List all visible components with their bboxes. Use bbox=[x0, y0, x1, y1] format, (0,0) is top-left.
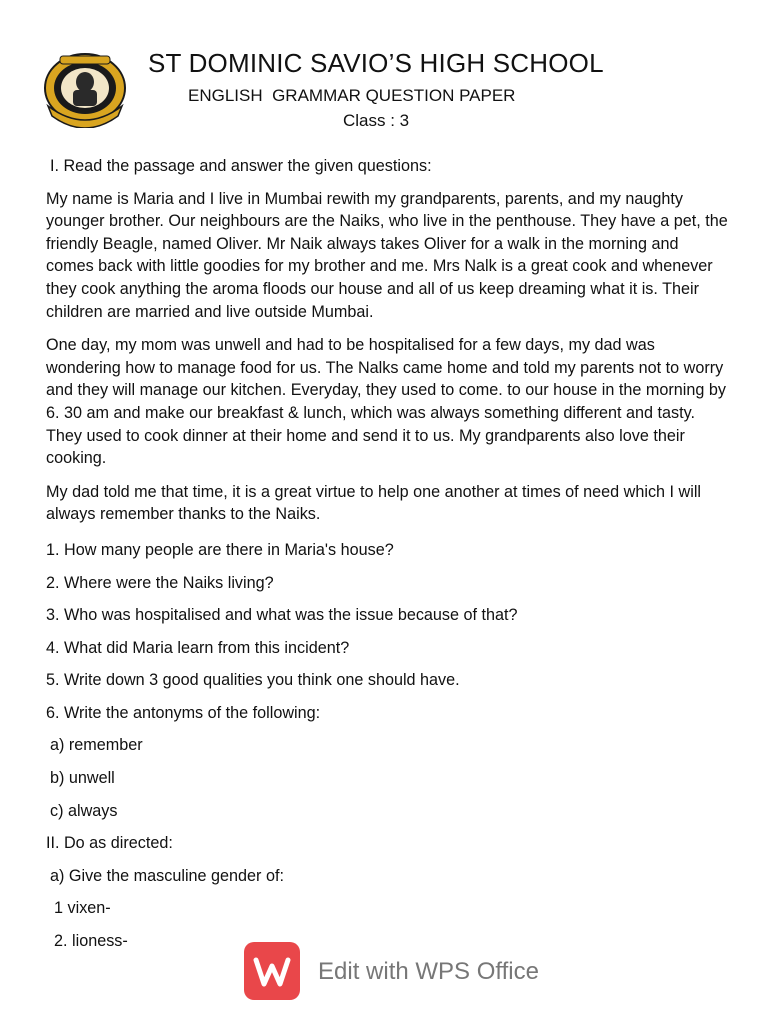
antonym-item: b) unwell bbox=[50, 769, 115, 788]
passage-paragraph: One day, my mom was unwell and had to be hospitalised for a few days, my dad was wondering how to manage food for us. The Nalks came home and told my parents not to worry and they will manage our kitchen. Everyday, they used to come. to our house in the morning by 6. 30 am and make our breakfast & lunch, which was always something different and tasty. They used to cook dinner at their home and send it to us. My grandparents also love their cooking. bbox=[46, 336, 726, 468]
wps-logo-icon bbox=[244, 942, 300, 1000]
paper-title: ENGLISH GRAMMAR QUESTION PAPER bbox=[188, 86, 516, 105]
question-item: 2. Where were the Naiks living? bbox=[46, 573, 274, 592]
antonym-item: a) remember bbox=[50, 736, 143, 755]
antonym-item: c) always bbox=[50, 801, 118, 820]
wps-watermark[interactable] bbox=[244, 942, 564, 1004]
question-item: 3. Who was hospitalised and what was the issue because of that? bbox=[46, 606, 518, 625]
document-header bbox=[0, 0, 768, 140]
class-label: Class : 3 bbox=[343, 111, 410, 130]
wps-watermark-text: Edit with WPS Office bbox=[318, 958, 539, 985]
gender-item: 1 vixen- bbox=[54, 899, 111, 918]
question-item: 5. Write down 3 good qualities you think one should have. bbox=[46, 671, 460, 690]
gender-item: 2. lioness- bbox=[54, 932, 128, 951]
school-crest-icon bbox=[42, 50, 128, 128]
section-heading: I. Read the passage and answer the given questions: bbox=[50, 157, 432, 175]
school-name: ST DOMINIC SAVIO’S HIGH SCHOOL bbox=[148, 48, 604, 78]
question-item: 1. How many people are there in Maria's house? bbox=[46, 540, 394, 559]
question-paper-body bbox=[46, 155, 730, 963]
question-item: 6. Write the antonyms of the following: bbox=[46, 703, 321, 722]
sub-question: a) Give the masculine gender of: bbox=[50, 866, 284, 885]
question-item: 4. What did Maria learn from this incident? bbox=[46, 638, 350, 657]
passage-paragraph: My name is Maria and I live in Mumbai rewith my grandparents, parents, and my naughty younger brother. Our neighbours are the Naiks, who live in the penthouse. They have a pet, the friendly Beagle, named Oliver. Mr Naik always takes Oliver for a walk in the morning and comes back with little goodies for my brother and me. Mrs Nalk is a great cook and whenever they cook anything the aroma floods our house and all of us keep dreaming what it is. Their children are married and live outside Mumbai. bbox=[46, 189, 728, 321]
passage-paragraph: My dad told me that time, it is a great virtue to help one another at times of need which I will always remember thanks to the Naiks. bbox=[46, 482, 702, 524]
section-heading: II. Do as directed: bbox=[46, 834, 173, 853]
